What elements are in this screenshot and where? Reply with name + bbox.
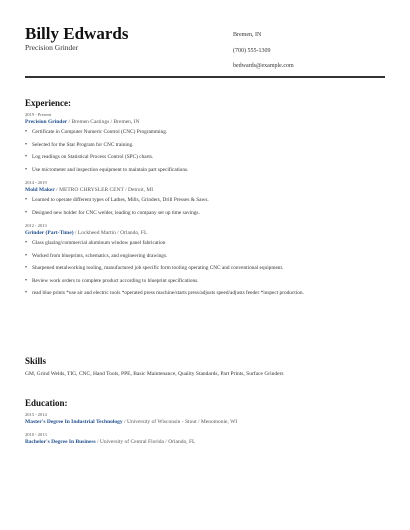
job-dates: 2012 - 2013 bbox=[25, 223, 47, 228]
job-bullet: • Review work orders to complete product according to blueprint specifications. bbox=[25, 278, 385, 284]
job-role: Grinder (Part-Time) bbox=[25, 230, 74, 236]
contact-email: bedwards@example.com bbox=[233, 63, 294, 69]
education-section bbox=[25, 397, 385, 446]
job-bullet: • Log readings on Statistical Process Control (SPC) charts. bbox=[25, 154, 385, 160]
experience-section bbox=[25, 97, 385, 303]
education-school: / University of Wisconsin - Stout / Menomonie, WI bbox=[122, 419, 238, 425]
job-entry bbox=[25, 179, 385, 216]
job-entry bbox=[25, 111, 385, 173]
job-org: / METRO CHRYSLER CENT / Detroit, MI bbox=[54, 187, 154, 193]
job-bullet: • Selected for the Star Program for CNC training. bbox=[25, 142, 385, 148]
contact-info bbox=[233, 28, 294, 75]
job-bullets bbox=[25, 240, 385, 296]
resume-header bbox=[25, 0, 385, 68]
candidate-title: Precision Grinder bbox=[25, 43, 79, 52]
contact-phone: (700) 555-1309 bbox=[233, 47, 271, 54]
skills-section bbox=[25, 355, 385, 378]
education-entry bbox=[25, 411, 385, 426]
job-bullet: • Learned to operate different types of Lathes, Mills, Grinders, Drill Presses & Saws. bbox=[25, 197, 385, 203]
job-bullet: • Use micrometer and inspection equipment to maintain part specifications. bbox=[25, 167, 385, 173]
skills-list: GM, Grind Welds, TIG, CNC, Hand Tools, PPE, Basic Maintenance, Quality Standards, Part Prints, Surface Grinders bbox=[25, 371, 284, 377]
education-degree: Bachelor's Degree In Business bbox=[25, 439, 96, 445]
job-entry bbox=[25, 222, 385, 296]
education-dates: 2010 - 2013 bbox=[25, 432, 47, 437]
job-bullet: • Glass glazing/commercial aluminum window panel fabrication bbox=[25, 240, 385, 246]
header-divider bbox=[25, 76, 385, 78]
job-org: / Bremen Castings / Bremen, IN bbox=[67, 119, 140, 125]
job-bullet: • Sharpened metalworking tooling, manufactured job specific form tooling operating CNC and conventional equipment. bbox=[25, 265, 385, 271]
job-bullet: • Worked from blueprints, schematics, and engineering drawings. bbox=[25, 253, 385, 259]
job-role-line bbox=[25, 229, 385, 237]
job-org: / Lockheed Martin / Orlando, FL bbox=[73, 230, 148, 236]
education-degree: Master's Degree In Industrial Technology bbox=[25, 419, 123, 425]
job-role-line bbox=[25, 118, 385, 126]
education-entry bbox=[25, 431, 385, 446]
experience-heading: Experience: bbox=[25, 98, 71, 108]
job-bullet: • Certificate in Computer Numeric Control (CNC) Programming. bbox=[25, 129, 385, 135]
job-bullet: • read blue prints *use air and electric tools *operated press machine/starts press/adjusts speed/adjusts feeder *inspect production. bbox=[25, 290, 385, 296]
job-bullets bbox=[25, 197, 385, 216]
job-bullets bbox=[25, 129, 385, 173]
job-role: Precision Grinder bbox=[25, 119, 68, 125]
contact-location: Bremen, IN bbox=[233, 32, 262, 38]
job-role-line bbox=[25, 186, 385, 194]
job-role: Mold Maker bbox=[25, 187, 55, 193]
education-heading: Education: bbox=[25, 398, 68, 408]
job-dates: 2014 - 2019 bbox=[25, 180, 47, 185]
education-school: / University of Central Florida / Orlando, FL bbox=[95, 439, 196, 445]
education-dates: 2013 - 2014 bbox=[25, 412, 47, 417]
education-line bbox=[25, 438, 385, 446]
education-line bbox=[25, 418, 385, 426]
job-dates: 2019 - Present bbox=[25, 112, 51, 117]
skills-heading: Skills bbox=[25, 356, 47, 366]
candidate-name: Billy Edwards bbox=[25, 24, 129, 43]
job-bullet: • Designed new holder for CNC welder, leading to company set up time savings. bbox=[25, 210, 385, 216]
